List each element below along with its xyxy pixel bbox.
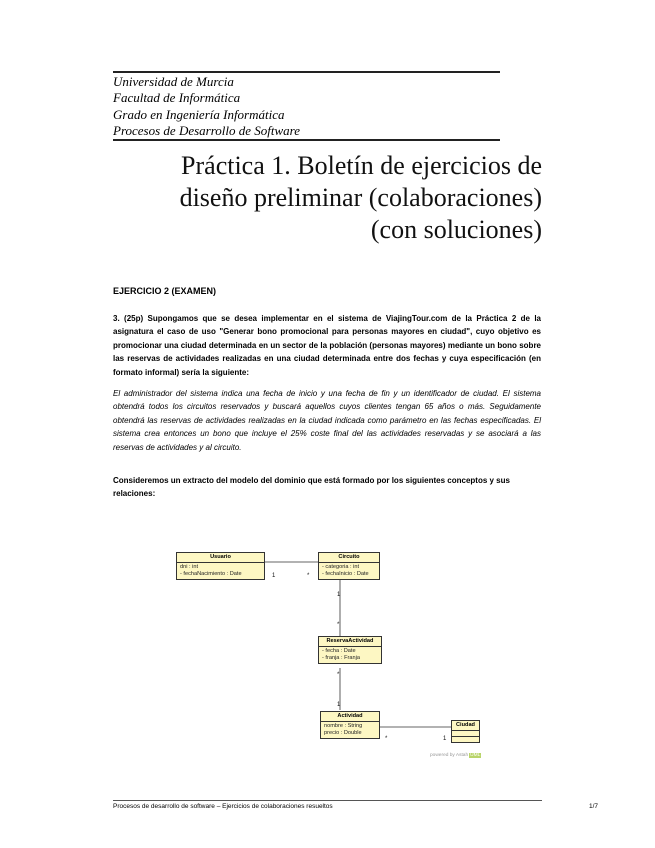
- page-number: 1/7: [588, 803, 598, 810]
- class-usuario-name: Usuario: [177, 553, 264, 563]
- reserva-attr-fecha: - fecha : Date: [322, 648, 356, 654]
- reserva-attr-franja: - franja : Franja: [322, 655, 360, 661]
- degree-line: Grado en Ingeniería Informática: [113, 106, 285, 122]
- class-ciudad: [451, 720, 480, 743]
- actividad-attr-precio: precio : Double: [324, 730, 362, 736]
- class-ciudad-name: Ciudad: [456, 722, 475, 728]
- class-circuito: [318, 552, 380, 580]
- header-bottom-rule: [113, 139, 500, 141]
- university-line: Universidad de Murcia: [113, 74, 234, 89]
- page-title: [160, 150, 542, 246]
- faculty-line: Facultad de Informática: [113, 90, 241, 106]
- class-usuario: [176, 552, 265, 580]
- class-reserva-name: ReservaActividad: [319, 637, 381, 647]
- exercise-statement: [113, 312, 541, 379]
- circuito-attr-fecha: - fechaInicio : Date: [322, 571, 369, 577]
- powered-by-astah: [430, 753, 481, 758]
- exercise-number: 3.: [113, 314, 120, 323]
- exercise-statement-text: (25p) Supongamos que se desea implementar en el sistema de ViajingTour.com de la Práctica 2 de la asignatura el caso de uso "Generar bono promocional para personas mayores en ciudad", cuyo objetivo es promocionar una ciudad determinada en un sector de la población (personas mayores) mediante un bono sobre las reservas de actividades realizadas en una ciudad determinada entre dos fechas y cuya especificación (en formato informal) sería la siguiente:: [113, 314, 541, 377]
- actividad-attr-nombre: nombre : String: [324, 723, 363, 729]
- class-actividad-name: Actividad: [321, 712, 379, 722]
- circuito-attr-categoria: - categoria : int: [322, 564, 359, 570]
- title-line-3: (con soluciones): [370, 215, 542, 244]
- class-circuito-name: Circuito: [319, 553, 379, 563]
- mult-usuario-circuito-right: *: [307, 573, 310, 579]
- footer-rule: [113, 800, 542, 801]
- mult-usuario-circuito-left: 1: [272, 573, 276, 579]
- class-ciudad-ops: [452, 736, 479, 742]
- mult-actividad-ciudad-left: *: [385, 736, 388, 742]
- header-top-rule: [113, 71, 500, 73]
- mult-circuito-reserva-top: 1: [337, 592, 341, 598]
- title-line-1: Práctica 1. Boletín de ejercicios de: [181, 151, 542, 180]
- mult-reserva-actividad-bottom: 1: [337, 702, 341, 708]
- mult-circuito-reserva-bottom: *: [337, 622, 340, 628]
- title-line-2: diseño preliminar (colaboraciones): [179, 183, 542, 212]
- class-reserva-actividad: [318, 636, 382, 664]
- mult-actividad-ciudad-right: 1: [443, 736, 447, 742]
- class-actividad: [320, 711, 380, 739]
- footer-text: Procesos de desarrollo de software – Ejercicios de colaboraciones resueltos: [113, 803, 333, 810]
- mult-reserva-actividad-top: *: [337, 672, 340, 678]
- uml-domain-diagram: [168, 544, 498, 764]
- usuario-attr-fecha: - fechaNacimiento : Date: [180, 571, 242, 577]
- exercise-heading: EJERCICIO 2 (EXAMEN): [113, 286, 217, 296]
- powered-by-tag: UML: [470, 753, 481, 758]
- course-line: Procesos de Desarrollo de Software: [113, 122, 301, 138]
- usuario-attr-dni: dni : int: [180, 564, 199, 570]
- domain-model-intro: Consideremos un extracto del modelo del dominio que está formado por los siguientes conceptos y sus relaciones:: [113, 476, 510, 499]
- powered-by-text: powered by Astah: [430, 753, 469, 758]
- institution-block: [113, 74, 513, 139]
- use-case-scenario: El administrador del sistema indica una fecha de inicio y una fecha de fin y un identificador de ciudad. El sistema obtendrá todos los circuitos reservados y buscará aquellos cuyos clientes tengan 65 años o más. Seguidamente obtendrá las reservas de actividades realizadas en la ciudad indicada como parámetro en las fechas especificadas. El sistema crea entonces un bono que incluye el 25% coste final del las actividades reservadas y se asociará a las reservas de actividades y al circuito.: [113, 389, 541, 452]
